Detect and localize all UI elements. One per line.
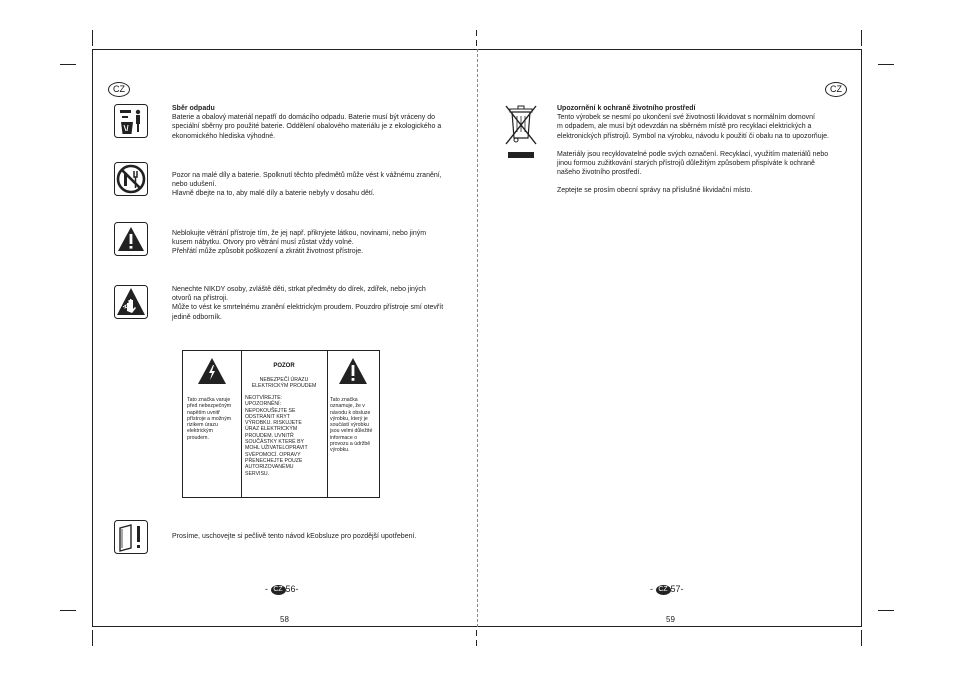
body-line: UPOZORNĚNÍ:	[245, 401, 282, 408]
warning-table	[182, 350, 380, 498]
language-badge-right: CZ	[825, 82, 847, 97]
desc-line: oznamuje, že v	[330, 403, 365, 410]
warning-table-left-col	[183, 351, 242, 497]
page-fold-line	[477, 49, 478, 627]
electric-shock-line: Nenechte NIKDY osoby, zvláště děti, strkat předměty do dírek, zdířek, nebo jiných	[172, 286, 426, 293]
small-parts-section	[172, 171, 462, 199]
electric-shock-line: Může to vést ke smrtelnému zranění elektrickým proudem. Pouzdro přístroje smí otevřít	[172, 304, 444, 312]
body-line: SERVISU.	[245, 470, 270, 477]
crop-mark	[476, 630, 477, 636]
waste-line: speciální sběrny pro použité baterie. Oddělení obalového materiálu je z ekologického a	[172, 123, 442, 131]
crossed-bin-icon	[502, 102, 540, 160]
environment-line: Materiály jsou recyklovatelné podle svých označení. Recyklací, využitím materiálů nebo	[557, 150, 829, 158]
desc-line: provozu a údržbě	[330, 441, 371, 448]
ventilation-line: kusem nábytku. Otvory pro větrání musí zůstat vždy volné.	[172, 239, 354, 247]
warning-body	[245, 395, 327, 477]
environment-line: Tento výrobek se nesmí po ukončení své životnosti likvidovat s normálním domovní	[557, 114, 815, 122]
desc-line: informace o	[330, 434, 358, 441]
warning-table-right-col	[327, 351, 379, 497]
electric-shock-section	[172, 285, 462, 322]
warning-subtitle	[241, 377, 327, 390]
body-line: SVÉPOMOCÍ. OPRAVY	[245, 451, 301, 458]
desc-line: výrobku.	[330, 447, 350, 454]
environment-line: Zeptejte se prosím obecní správy na příslušné likvidační místo.	[557, 187, 753, 195]
desc-line: výrobku, který je	[330, 415, 368, 422]
body-line: PROUDEM. UVNITŘ	[245, 432, 294, 439]
warning-triangle-icon	[114, 222, 148, 256]
body-line: PŘENECHEJTE POUZE	[245, 457, 303, 464]
desc-line: součástí výrobku	[330, 422, 369, 429]
subtitle-line: NEBEZPEČÍ ÚRAZU	[259, 377, 309, 383]
crop-mark	[476, 640, 477, 646]
desc-line: přístroje a možným	[187, 415, 232, 422]
environment-line: jinou formou zužitkování starých přístrojů důležitým způsobem přispíváte k ochraně	[557, 160, 815, 168]
small-parts-line: Hlavně dbejte na to, aby malé díly a baterie nebyly v dosahu dětí.	[172, 190, 375, 198]
crop-mark	[878, 610, 894, 611]
warning-title: POZOR	[273, 363, 295, 369]
crop-mark	[60, 610, 76, 611]
crop-mark	[861, 30, 862, 46]
manual-exclamation-icon	[114, 520, 148, 554]
environment-line: našeho životního prostředí.	[557, 169, 642, 177]
waste-line: ekonomického hlediska výhodné.	[172, 132, 276, 140]
left-footer-label	[265, 584, 299, 595]
crop-mark	[476, 40, 477, 46]
warning-table-middle-col	[241, 351, 328, 497]
crop-mark	[60, 64, 76, 65]
desc-line: Tato značka varuje	[187, 397, 231, 403]
desc-line: jsou velmi důležité	[330, 428, 373, 435]
body-line: ODSTRANIT KRYT	[245, 413, 291, 420]
desc-line: před nebezpečným	[187, 403, 232, 410]
no-eating-icon	[114, 162, 148, 196]
ventilation-line: Neblokujte větrání přístroje tím, že jej např. přikryjete látkou, novinami, nebo jiným	[172, 230, 427, 237]
waste-line: Baterie a obalový materiál nepatří do domácího odpadu. Baterie musí být vráceny do	[172, 114, 436, 122]
exclamation-triangle-icon	[338, 357, 368, 385]
language-badge-left: CZ	[108, 82, 130, 97]
environment-title: Upozornění k ochraně životního prostředí	[557, 105, 696, 112]
crop-mark	[878, 64, 894, 65]
desc-line: napětím uvnitř	[187, 409, 220, 416]
footer-num: 56-	[285, 584, 299, 594]
lightning-triangle-icon	[197, 357, 227, 385]
waste-section	[172, 104, 462, 141]
crop-mark	[92, 630, 93, 646]
manual-note: Prosíme, uschovejte si pečlivě tento návod kEobsluze pro pozdější upotřebení.	[172, 533, 417, 540]
electric-shock-line: jedině odborník.	[172, 313, 222, 321]
subtitle-line: ELEKTRICKÝM PROUDEM	[251, 383, 317, 390]
body-line: NEOTVÍREJTE:	[245, 395, 283, 401]
environment-section	[557, 104, 857, 196]
exclamation-symbol-desc	[330, 397, 380, 454]
right-footer-label	[650, 584, 684, 595]
environment-line: elektronických přístrojů. Symbol na výrobku, návodu k použití či obalu na to upozorňuje.	[557, 132, 829, 140]
right-page-number: 59	[666, 615, 675, 624]
recycle-bin-person-icon	[114, 104, 148, 138]
crop-mark	[861, 630, 862, 646]
small-parts-line: nebo udušení.	[172, 181, 217, 189]
footer-prefix: -	[650, 584, 656, 594]
left-page-number: 58	[280, 615, 289, 624]
desc-line: návodu k obsluze	[330, 409, 371, 416]
electric-hand-icon	[114, 285, 148, 319]
footer-badge: CZ	[271, 585, 286, 595]
body-line: NEPOKOUŠEJTE SE	[245, 407, 296, 414]
small-parts-line: Pozor na malé díly a baterie. Spolknutí těchto předmětů může vést k vážnému zranění,	[172, 172, 442, 179]
waste-title: Sběr odpadu	[172, 105, 215, 112]
body-line: MOHL UŽIVATELOPRAVIT	[245, 445, 308, 452]
ventilation-line: Přehřátí může způsobit poškození a zkrátit životnost přístroje.	[172, 248, 364, 256]
ventilation-section	[172, 229, 462, 257]
desc-line: rizikem úrazu	[187, 422, 218, 429]
footer-badge: CZ	[656, 585, 671, 595]
body-line: ÚRAZ ELEKTRICKÝM	[245, 426, 298, 433]
body-line: VÝROBKU. RISKUJETE	[245, 420, 302, 427]
desc-line: elektrickým	[187, 428, 213, 435]
body-line: SOUČÁSTKY KTERÉ BY	[245, 439, 304, 446]
crop-mark	[92, 30, 93, 46]
environment-line: m odpadem, ale musí být odevzdán na sběrném místě pro recyklaci elektrických a	[557, 123, 812, 131]
desc-line: Tato značka	[330, 397, 358, 403]
footer-prefix: -	[265, 584, 271, 594]
electric-shock-line: otvorů na přístroji.	[172, 295, 229, 303]
crop-mark	[476, 30, 477, 36]
body-line: AUTORIZOVANÉMU	[245, 464, 294, 471]
lightning-symbol-desc	[187, 397, 241, 441]
desc-line: proudem.	[187, 434, 209, 441]
footer-num: 57-	[670, 584, 684, 594]
